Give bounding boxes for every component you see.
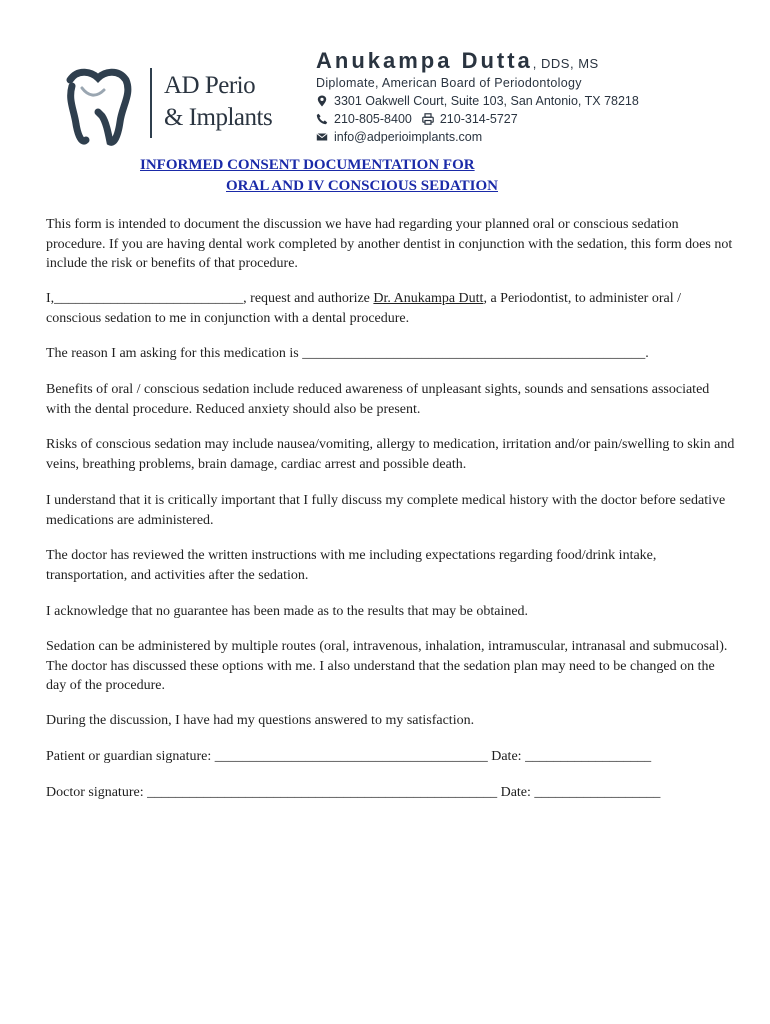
medical-history-paragraph: I understand that it is critically important that I fully discuss my complete medical history with the doctor before sedative medications are administered. <box>46 493 726 528</box>
authorization-paragraph <box>46 289 736 328</box>
instructions-paragraph: The doctor has reviewed the written instructions with me including expectations regarding food/drink intake, transportation, and activities after the sedation. <box>46 548 657 583</box>
patient-signature-label: Patient or guardian signature: <box>46 749 215 764</box>
doctor-signature-field[interactable]: __________________________________________________ <box>147 785 498 800</box>
tooth-logo-icon <box>62 66 132 146</box>
logo-line2: & Implants <box>164 104 273 131</box>
doctor-date-label: Date: <box>497 785 535 800</box>
auth-mid: , request and authorize <box>243 291 374 306</box>
doctor-credentials: , DDS, MS <box>532 56 599 71</box>
fax-text: 210-314-5727 <box>439 112 518 126</box>
reason-paragraph <box>46 344 736 364</box>
logo-divider <box>150 68 152 138</box>
address-text: 3301 Oakwell Court, Suite 103, San Antonio, TX 78218 <box>334 94 639 108</box>
doctor-signature-line <box>46 783 736 803</box>
phone-row <box>316 112 518 126</box>
doctor-name <box>316 48 599 74</box>
patient-signature-line <box>46 747 736 767</box>
email-text: info@adperioimplants.com <box>334 130 483 144</box>
phone-icon <box>316 113 328 125</box>
auth-suffix: , a Periodontist, to administer oral / conscious sedation to me in conjunction with a dental procedure. <box>46 291 681 326</box>
envelope-icon <box>316 131 328 143</box>
patient-date-label: Date: <box>487 749 526 764</box>
guarantee-paragraph: I acknowledge that no guarantee has been made as to the results that may be obtained. <box>46 604 529 619</box>
patient-signature-field[interactable]: _______________________________________ <box>214 749 488 764</box>
patient-date-field[interactable]: __________________ <box>525 749 652 764</box>
location-pin-icon <box>316 95 328 107</box>
reason-suffix: . <box>645 346 649 361</box>
intro-paragraph: This form is intended to document the discussion we have had regarding your planned oral or conscious sedation procedure. If you are having dental work completed by another dentist in conjunction with the sedation, this form does not include the risk or benefits of that procedure. <box>46 217 733 271</box>
reason-prefix: The reason I am asking for this medication is <box>46 346 303 361</box>
benefits-paragraph: Benefits of oral / conscious sedation include reduced awareness of unpleasant sights, sounds and sensations associated with the dental procedure. Reduced anxiety should also be present. <box>46 382 710 417</box>
auth-prefix: I, <box>46 291 55 306</box>
doctor-name-text: Anukampa Dutta <box>316 48 533 73</box>
auth-doctor-name: Dr. Anukampa Dutt <box>373 291 484 306</box>
patient-name-blank[interactable]: ___________________________ <box>54 291 244 306</box>
logo-line1: AD Perio <box>164 72 256 99</box>
reason-blank[interactable]: _________________________________________________ <box>302 346 646 361</box>
questions-paragraph: During the discussion, I have had my questions answered to my satisfaction. <box>46 713 475 728</box>
doctor-date-field[interactable]: __________________ <box>534 785 661 800</box>
routes-paragraph: Sedation can be administered by multiple routes (oral, intravenous, inhalation, intramuscular, intranasal and submucosal). The doctor has discussed these options with me. I also understand that the sedation plan may need to be changed on the day of the procedure. <box>46 639 728 693</box>
document-title-line2: ORAL AND IV CONSCIOUS SEDATION <box>226 178 499 194</box>
address-row <box>316 94 639 108</box>
phone-text: 210-805-8400 <box>334 112 412 126</box>
fax-icon <box>422 113 434 125</box>
doctor-title: Diplomate, American Board of Periodontology <box>316 76 582 90</box>
document-title-line1: INFORMED CONSENT DOCUMENTATION FOR <box>140 157 475 173</box>
email-row <box>316 130 482 144</box>
doctor-signature-label: Doctor signature: <box>46 785 148 800</box>
risks-paragraph: Risks of conscious sedation may include nausea/vomiting, allergy to medication, irritation and/or pain/swelling to skin and veins, breathing problems, brain damage, cardiac arrest and possible death. <box>46 437 735 472</box>
